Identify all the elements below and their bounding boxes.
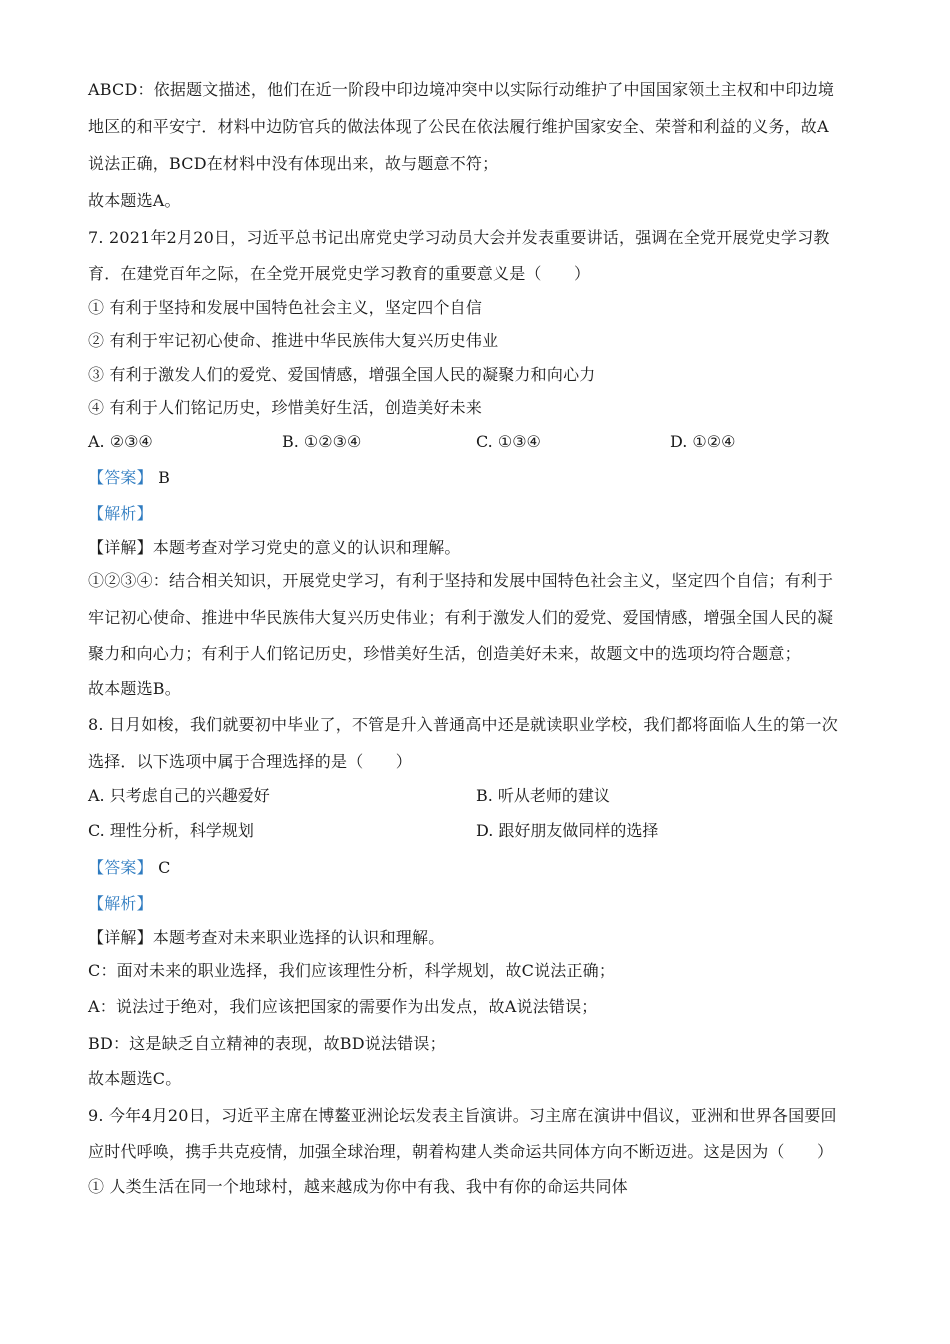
question-9-stem: 应时代呼唤，携手共克疫情，加强全球治理，朝着构建人类命运共同体方向不断迈进。这是因为（ ） [88, 1142, 834, 1161]
question-7-explanation: 牢记初心使命、推进中华民族伟大复兴历史伟业；有利于激发人们的爱党、爱国情感，增强全国人民的凝 [88, 608, 834, 627]
question-8-stem: 选择．以下选项中属于合理选择的是（ ） [88, 752, 413, 771]
question-7-analysis-label: 【解析】 [88, 504, 153, 523]
question-7-statement: ② 有利于牢记初心使命、推进中华民族伟大复兴历史伟业 [88, 331, 499, 350]
question-7-option-c: C. ①③④ [476, 432, 541, 451]
question-7-conclusion: 故本题选B。 [88, 679, 181, 698]
answer-label: 【答案】 [88, 858, 153, 877]
question-9-statement: ① 人类生活在同一个地球村，越来越成为你中有我、我中有你的命运共同体 [88, 1177, 628, 1196]
answer-value: C [158, 858, 171, 877]
question-7-statement: ① 有利于坚持和发展中国特色社会主义，坚定四个自信 [88, 298, 483, 317]
question-8-option-d: D. 跟好朋友做同样的选择 [476, 821, 659, 840]
question-8-option-c: C. 理性分析，科学规划 [88, 821, 254, 840]
question-8-analysis-label: 【解析】 [88, 894, 153, 913]
question-7-detail: 【详解】本题考查对学习党史的意义的认识和理解。 [88, 538, 461, 557]
question-7-statement: ④ 有利于人们铭记历史，珍惜美好生活，创造美好未来 [88, 398, 483, 417]
question-8-conclusion: 故本题选C。 [88, 1069, 182, 1088]
answer-label: 【答案】 [88, 468, 153, 487]
analysis-q6-line: ABCD：依据题文描述，他们在近一阶段中印边境冲突中以实际行动维护了中国国家领土主权和中印边境 [88, 80, 835, 99]
question-7-option-b: B. ①②③④ [282, 432, 362, 451]
question-8-stem: 8. 日月如梭，我们就要初中毕业了，不管是升入普通高中还是就读职业学校，我们都将面临人生的第一次 [88, 715, 838, 734]
question-7-explanation: 聚力和向心力；有利于人们铭记历史，珍惜美好生活，创造美好未来，故题文中的选项均符合题意； [88, 644, 801, 663]
analysis-q6-line: 地区的和平安宁．材料中边防官兵的做法体现了公民在依法履行维护国家安全、荣誉和利益的义务，故A [88, 117, 829, 136]
question-8-answer [88, 857, 171, 879]
analysis-q6-conclusion: 故本题选A。 [88, 191, 181, 210]
question-8-explanation: BD：这是缺乏自立精神的表现，故BD说法错误； [88, 1034, 446, 1053]
question-8-detail: 【详解】本题考查对未来职业选择的认识和理解。 [88, 928, 445, 947]
analysis-q6-line: 说法正确，BCD在材料中没有体现出来，故与题意不符； [88, 154, 499, 173]
question-7-explanation: ①②③④：结合相关知识，开展党史学习，有利于坚持和发展中国特色社会主义，坚定四个自信；有利于 [88, 571, 834, 590]
question-8-explanation: C：面对未来的职业选择，我们应该理性分析，科学规划，故C说法正确； [88, 961, 616, 980]
question-7-stem: 育．在建党百年之际，在全党开展党史学习教育的重要意义是（ ） [88, 264, 591, 283]
question-7-option-d: D. ①②④ [670, 432, 736, 451]
question-7-answer [88, 467, 170, 489]
question-7-stem: 7. 2021年2月20日，习近平总书记出席党史学习动员大会并发表重要讲话，强调在全党开展党史学习教 [88, 228, 830, 247]
question-7-statement: ③ 有利于激发人们的爱党、爱国情感，增强全国人民的凝聚力和向心力 [88, 365, 596, 384]
question-8-explanation: A：说法过于绝对，我们应该把国家的需要作为出发点，故A说法错误； [88, 997, 598, 1016]
question-9-stem: 9. 今年4月20日，习近平主席在博鳌亚洲论坛发表主旨演讲。习主席在演讲中倡议，亚洲和世界各国要回 [88, 1106, 837, 1125]
answer-value: B [158, 468, 171, 487]
question-8-option-b: B. 听从老师的建议 [476, 786, 610, 805]
question-7-option-a: A. ②③④ [88, 432, 153, 451]
question-8-option-a: A. 只考虑自己的兴趣爱好 [88, 786, 270, 805]
